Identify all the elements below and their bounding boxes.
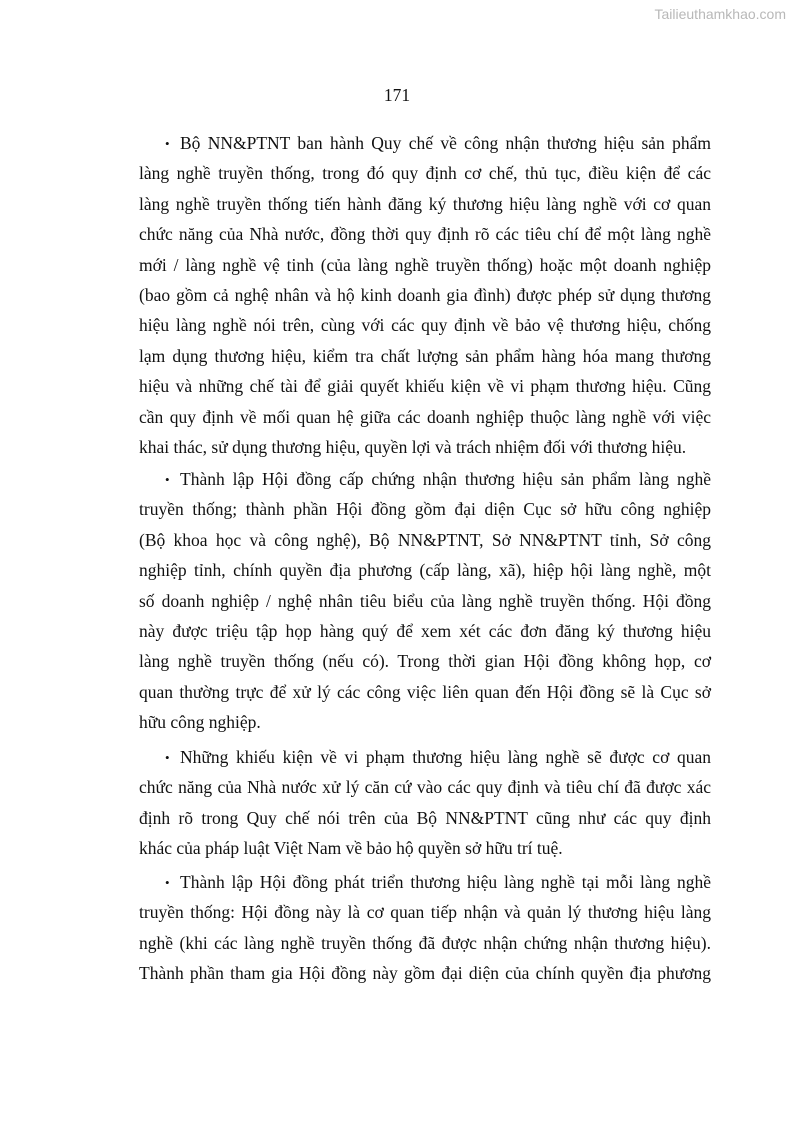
paragraph-line	[139, 650, 711, 672]
line-text: (bao gồm cả nghệ nhân và hộ kinh doanh gia đình) được phép sử dụng thương	[139, 285, 711, 305]
paragraph-line	[165, 746, 711, 768]
paragraph-line	[139, 162, 711, 184]
line-text: Bộ NN&PTNT ban hành Quy chế về công nhận thương hiệu sản phẩm	[180, 133, 711, 153]
paragraph-line	[139, 559, 711, 581]
paragraph-line	[139, 436, 711, 458]
line-text: truyền thống; thành phần Hội đồng gồm đại diện Cục sở hữu công nghiệp	[139, 499, 711, 520]
line-text: truyền thống: Hội đồng này là cơ quan tiếp nhận và quản lý thương hiệu làng	[139, 902, 711, 923]
paragraph-line	[139, 711, 711, 733]
paragraph-line	[139, 254, 711, 276]
paragraph-line	[139, 345, 711, 367]
paragraph-line	[139, 375, 711, 397]
line-text: cần quy định về mối quan hệ giữa các doanh nghiệp thuộc làng nghề với việc	[139, 406, 711, 427]
bullet-icon: •	[165, 136, 170, 151]
line-text: chức năng của Nhà nước xử lý căn cứ vào các quy định và tiêu chí đã được xác	[139, 777, 711, 798]
line-text: Những khiếu kiện về vi phạm thương hiệu làng nghề sẽ được cơ quan	[180, 747, 711, 767]
paragraph-line	[139, 193, 711, 215]
paragraph-line	[139, 498, 711, 520]
line-text: quan thường trực để xử lý các công việc liên quan đến Hội đồng sẽ là Cục sở	[139, 681, 711, 702]
paragraph-line	[139, 776, 711, 798]
paragraph-line	[139, 590, 711, 612]
bullet-icon: •	[165, 750, 170, 765]
line-text: khai thác, sử dụng thương hiệu, quyền lợi và trách nhiệm đối với thương hiệu.	[139, 437, 687, 457]
line-text: hữu công nghiệp.	[139, 712, 261, 733]
paragraph-line	[139, 932, 711, 954]
line-text: số doanh nghiệp / nghệ nhân tiêu biểu của làng nghề truyền thống. Hội đồng	[139, 590, 711, 611]
paragraph-line	[165, 871, 711, 893]
paragraph-line	[139, 901, 711, 923]
paragraph-line	[139, 314, 711, 336]
line-text: làng nghề truyền thống, trong đó quy định cơ chế, thủ tục, điều kiện để các	[139, 163, 711, 184]
paragraph-line	[139, 962, 711, 984]
line-text: (Bộ khoa học và công nghệ), Bộ NN&PTNT, Sở NN&PTNT tỉnh, Sở công	[139, 529, 711, 550]
watermark: Tailieuthamkhao.com	[654, 6, 786, 22]
line-text: Thành lập Hội đồng cấp chứng nhận thương hiệu sản phẩm làng nghề	[180, 469, 711, 489]
line-text: hiệu làng nghề nói trên, cùng với các quy định về bảo vệ thương hiệu, chống	[139, 315, 711, 336]
line-text: khác của pháp luật Việt Nam về bảo hộ quyền sở hữu trí tuệ.	[139, 838, 563, 859]
paragraph-line	[139, 620, 711, 642]
paragraph-line	[165, 132, 711, 154]
line-text: nghề (khi các làng nghề truyền thống đã được nhận chứng nhận thương hiệu).	[139, 932, 711, 953]
bullet-icon: •	[165, 472, 170, 487]
line-text: làng nghề truyền thống tiến hành đăng ký thương hiệu làng nghề với cơ quan	[139, 193, 711, 214]
page-number: 171	[383, 85, 411, 105]
line-text: Thành phần tham gia Hội đồng này gồm đại diện của chính quyền địa phương	[139, 963, 711, 984]
line-text: chức năng của Nhà nước, đồng thời quy định rõ các tiêu chí để một làng nghề	[139, 224, 711, 245]
paragraph-line	[139, 284, 711, 306]
line-text: lạm dụng thương hiệu, kiểm tra chất lượng sản phẩm hàng hóa mang thương	[139, 345, 711, 366]
paragraph-line	[139, 406, 711, 428]
line-text: định rõ trong Quy chế nói trên của Bộ NN&PTNT cũng như các quy định	[139, 807, 711, 828]
line-text: này được triệu tập họp hàng quý để xem xét các đơn đăng ký thương hiệu	[139, 621, 711, 641]
paragraph-line	[139, 529, 711, 551]
line-text: hiệu và những chế tài để giải quyết khiếu kiện về vi phạm thương hiệu. Cũng	[139, 376, 711, 397]
line-text: mới / làng nghề vệ tinh (của làng nghề truyền thống) hoặc một doanh nghiệp	[139, 254, 711, 275]
line-text: làng nghề truyền thống (nếu có). Trong thời gian Hội đồng không họp, cơ	[139, 651, 711, 672]
paragraph-line	[139, 807, 711, 829]
bullet-icon: •	[165, 875, 170, 890]
paragraph-line	[139, 223, 711, 245]
line-text: nghiệp tỉnh, chính quyền địa phương (cấp làng, xã), hiệp hội làng nghề, một	[139, 560, 711, 581]
paragraph-line	[165, 468, 711, 490]
paragraph-line	[139, 837, 711, 859]
paragraph-line	[139, 681, 711, 703]
line-text: Thành lập Hội đồng phát triển thương hiệu làng nghề tại mỗi làng nghề	[180, 872, 711, 892]
